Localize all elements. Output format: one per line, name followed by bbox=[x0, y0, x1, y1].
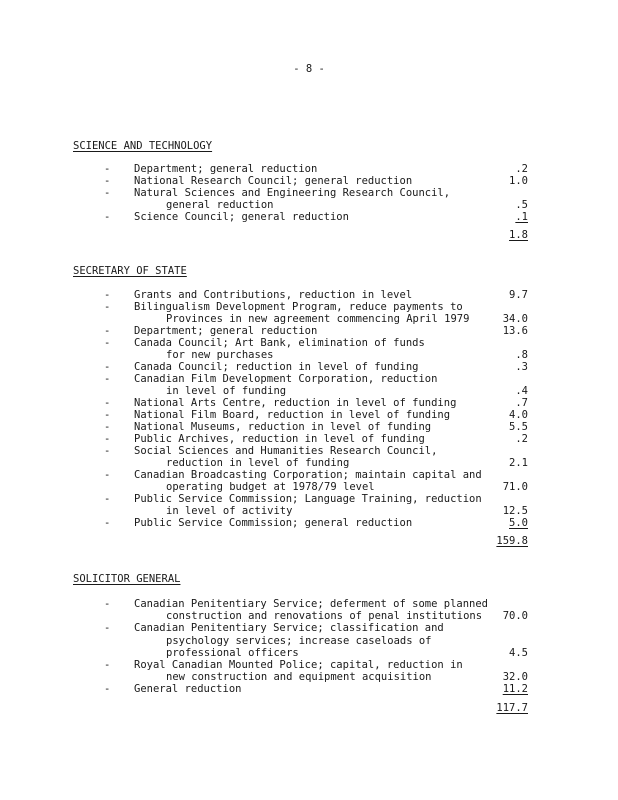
item-description: psychology services; increase caseloads of bbox=[166, 634, 432, 647]
item-description: Grants and Contributions, reduction in level bbox=[134, 289, 413, 301]
line-item bbox=[0, 421, 618, 433]
line-item bbox=[0, 163, 618, 175]
item-description: Natural Sciences and Engineering Research Council, bbox=[134, 187, 451, 199]
item-description: Provinces in new agreement commencing April 1979 bbox=[166, 313, 470, 325]
bullet-dash: - bbox=[104, 301, 111, 313]
item-description: Canadian Penitentiary Service; classification and bbox=[134, 622, 444, 635]
item-description: reduction in level of funding bbox=[166, 457, 350, 469]
item-description: Bilingualism Development Program, reduce payments to bbox=[134, 301, 463, 313]
item-amount: 32.0 bbox=[502, 671, 528, 684]
line-item bbox=[0, 683, 618, 695]
item-description: in level of funding bbox=[166, 385, 287, 397]
item-amount: 70.0 bbox=[502, 610, 528, 623]
bullet-dash: - bbox=[104, 445, 111, 457]
bullet-dash: - bbox=[104, 373, 111, 385]
item-amount: .5 bbox=[515, 199, 528, 211]
line-item bbox=[0, 373, 618, 397]
item-description: Canadian Film Development Corporation, reduction bbox=[134, 373, 438, 385]
item-description: Canada Council; Art Bank, elimination of funds bbox=[134, 337, 425, 349]
line-item bbox=[0, 337, 618, 361]
bullet-dash: - bbox=[104, 659, 111, 671]
item-description: Department; general reduction bbox=[134, 325, 318, 337]
line-item bbox=[0, 433, 618, 445]
item-amount: 4.5 bbox=[509, 646, 528, 659]
item-description: Canadian Broadcasting Corporation; maintain capital and bbox=[134, 469, 482, 481]
line-item bbox=[0, 659, 618, 683]
item-amount: .8 bbox=[515, 349, 528, 361]
item-description: construction and renovations of penal institutions bbox=[166, 610, 483, 623]
line-item bbox=[0, 211, 618, 223]
item-description: National Film Board, reduction in level of funding bbox=[134, 409, 451, 421]
bullet-dash: - bbox=[104, 598, 111, 610]
bullet-dash: - bbox=[104, 187, 111, 199]
bullet-dash: - bbox=[104, 397, 111, 409]
bullet-dash: - bbox=[104, 622, 111, 635]
item-description: operating budget at 1978/79 level bbox=[166, 481, 375, 493]
bullet-dash: - bbox=[104, 289, 111, 301]
item-description: in level of activity bbox=[166, 505, 293, 517]
bullet-dash: - bbox=[104, 421, 111, 433]
item-description: professional officers bbox=[166, 646, 299, 659]
item-amount: .2 bbox=[515, 433, 528, 445]
bullet-dash: - bbox=[104, 683, 111, 696]
item-amount: 12.5 bbox=[502, 505, 528, 517]
item-description: National Arts Centre, reduction in level of funding bbox=[134, 397, 457, 409]
item-amount: 5.5 bbox=[509, 421, 528, 433]
item-description: Department; general reduction bbox=[134, 163, 318, 175]
item-description: National Research Council; general reduction bbox=[134, 175, 413, 187]
item-description: general reduction bbox=[166, 199, 274, 211]
item-description: new construction and equipment acquisition bbox=[166, 671, 432, 684]
bullet-dash: - bbox=[104, 517, 111, 529]
section-total: 1.8 bbox=[509, 229, 528, 241]
item-amount: 1.0 bbox=[509, 175, 528, 187]
line-item bbox=[0, 325, 618, 337]
item-amount: 2.1 bbox=[509, 457, 528, 469]
section-heading: SCIENCE AND TECHNOLOGY bbox=[73, 140, 213, 152]
bullet-dash: - bbox=[104, 325, 111, 337]
item-amount: .4 bbox=[515, 385, 528, 397]
line-item bbox=[0, 469, 618, 493]
line-item bbox=[0, 289, 618, 301]
item-description: Social Sciences and Humanities Research Council, bbox=[134, 445, 438, 457]
item-description: General reduction bbox=[134, 683, 242, 696]
line-item bbox=[0, 622, 618, 659]
item-description: Public Archives, reduction in level of funding bbox=[134, 433, 425, 445]
item-description: for new purchases bbox=[166, 349, 274, 361]
line-item bbox=[0, 397, 618, 409]
line-item bbox=[0, 301, 618, 325]
item-amount: .2 bbox=[515, 163, 528, 175]
item-description: Canadian Penitentiary Service; deferment of some planned bbox=[134, 598, 489, 610]
item-amount: 71.0 bbox=[502, 481, 528, 493]
item-description: Canada Council; reduction in level of funding bbox=[134, 361, 419, 373]
bullet-dash: - bbox=[104, 211, 111, 223]
section-heading: SOLICITOR GENERAL bbox=[73, 573, 181, 585]
item-description: Royal Canadian Mounted Police; capital, reduction in bbox=[134, 659, 463, 671]
item-amount: .1 bbox=[515, 211, 528, 223]
section-total: 159.8 bbox=[496, 535, 528, 547]
item-description: Science Council; general reduction bbox=[134, 211, 349, 223]
bullet-dash: - bbox=[104, 469, 111, 481]
line-item bbox=[0, 598, 618, 622]
bullet-dash: - bbox=[104, 361, 111, 373]
line-item bbox=[0, 493, 618, 517]
item-amount: 34.0 bbox=[502, 313, 528, 325]
section-total: 117.7 bbox=[496, 701, 528, 714]
bullet-dash: - bbox=[104, 163, 111, 175]
item-amount: 4.0 bbox=[509, 409, 528, 421]
item-amount: .3 bbox=[515, 361, 528, 373]
item-amount: 9.7 bbox=[509, 289, 528, 301]
bullet-dash: - bbox=[104, 337, 111, 349]
item-description: Public Service Commission; Language Training, reduction bbox=[134, 493, 482, 505]
line-item bbox=[0, 175, 618, 187]
bullet-dash: - bbox=[104, 409, 111, 421]
line-item bbox=[0, 409, 618, 421]
item-description: Public Service Commission; general reduction bbox=[134, 517, 413, 529]
bullet-dash: - bbox=[104, 493, 111, 505]
line-item bbox=[0, 517, 618, 529]
line-item bbox=[0, 187, 618, 211]
bullet-dash: - bbox=[104, 433, 111, 445]
page-number: - 8 - bbox=[293, 63, 325, 75]
section-heading: SECRETARY OF STATE bbox=[73, 265, 187, 277]
item-amount: 5.0 bbox=[509, 517, 528, 529]
line-item bbox=[0, 445, 618, 469]
item-description: National Museums, reduction in level of funding bbox=[134, 421, 432, 433]
item-amount: 11.2 bbox=[502, 683, 528, 696]
item-amount: 13.6 bbox=[502, 325, 528, 337]
item-amount: .7 bbox=[515, 397, 528, 409]
line-item bbox=[0, 361, 618, 373]
bullet-dash: - bbox=[104, 175, 111, 187]
